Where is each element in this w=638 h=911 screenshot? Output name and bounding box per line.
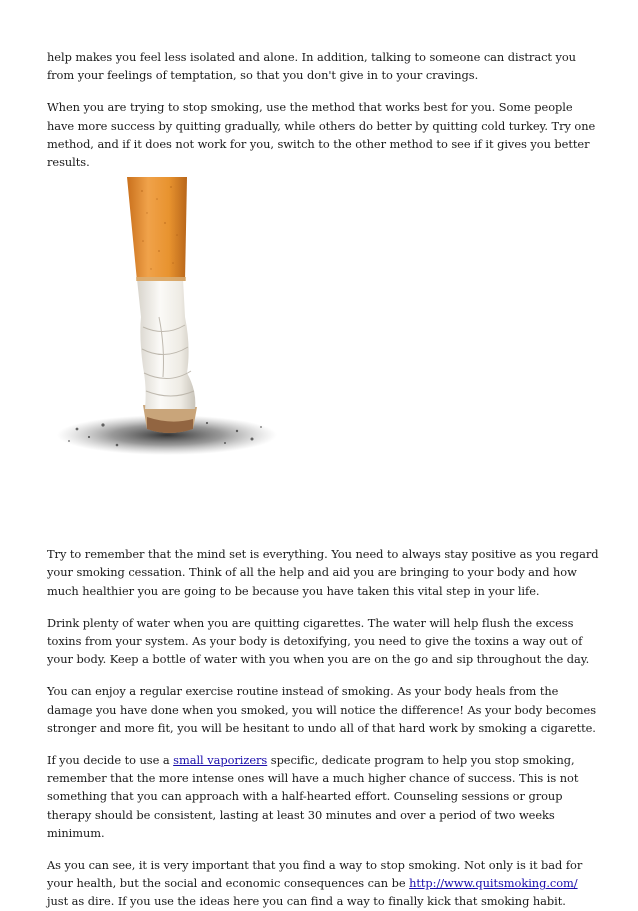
paragraph-conclusion (47, 856, 599, 911)
conclusion-text-start: As you can see, it is very important that you find a way to stop smoking. Not only is it bad for your health, but the social and economic consequences can be (47, 858, 583, 891)
small-vaporizers-link[interactable]: small vaporizers (173, 753, 268, 768)
paragraph-method: When you are trying to stop smoking, use the method that works best for you. Some people have more success by quitting gradually, while others do better by quitting cold turkey. Try one method, and if it does not work for you, switch to the other method to see if it gives you better results. (47, 100, 596, 170)
cigarette-paper (137, 279, 195, 409)
paragraph-water: Drink plenty of water when you are quitting cigarettes. The water will help flush the excess toxins from your system. As your body is detoxifying, you need to give the toxins a way out of your body. Keep a bottle of water with you when you are on the go and sip throughout the day. (47, 615, 590, 667)
paragraph-exercise: You can enjoy a regular exercise routine instead of smoking. As your body heals from the damage you have done when you smoked, you will notice the difference! As your body becomes stronger and more fit, you will be hesitant to undo all of that hard work by smoking a cigarette. (47, 684, 597, 735)
quitsmoking-link[interactable]: http://www.quitsmoking.com/ (409, 876, 578, 891)
paragraph-mindset: Try to remember that the mind set is everything. You need to always stay positive as you regard your smoking cessation. Think of all the help and aid you are bringing to your body and how much healthier you are going to be because you have taken this vital step in your life. (47, 547, 599, 598)
paragraph-support: help makes you feel less isolated and alone. In addition, talking to someone can distract you from your feelings of temptation, so that you don't give in to your cravings. (47, 50, 576, 83)
program-text-start: If you decide to use a (47, 753, 174, 768)
document-page (47, 48, 599, 911)
program-text-end: specific, dedicate program to help you stop smoking, remember that the more intense ones will have a much higher chance of success. This is not something that you can approach with a half-hearted effort. Counseling sessions or group therapy should be consistent, lasting at least 30 minutes and over a period of two weeks minimum. (47, 753, 579, 840)
cigarette-image (47, 177, 599, 537)
cigarette-butt-icon (47, 177, 599, 537)
cigarette-filter (127, 177, 187, 281)
paragraph-program (47, 751, 599, 842)
conclusion-text-end: just as dire. If you use the ideas here you can find a way to finally kick that smoking habit. (47, 894, 566, 909)
